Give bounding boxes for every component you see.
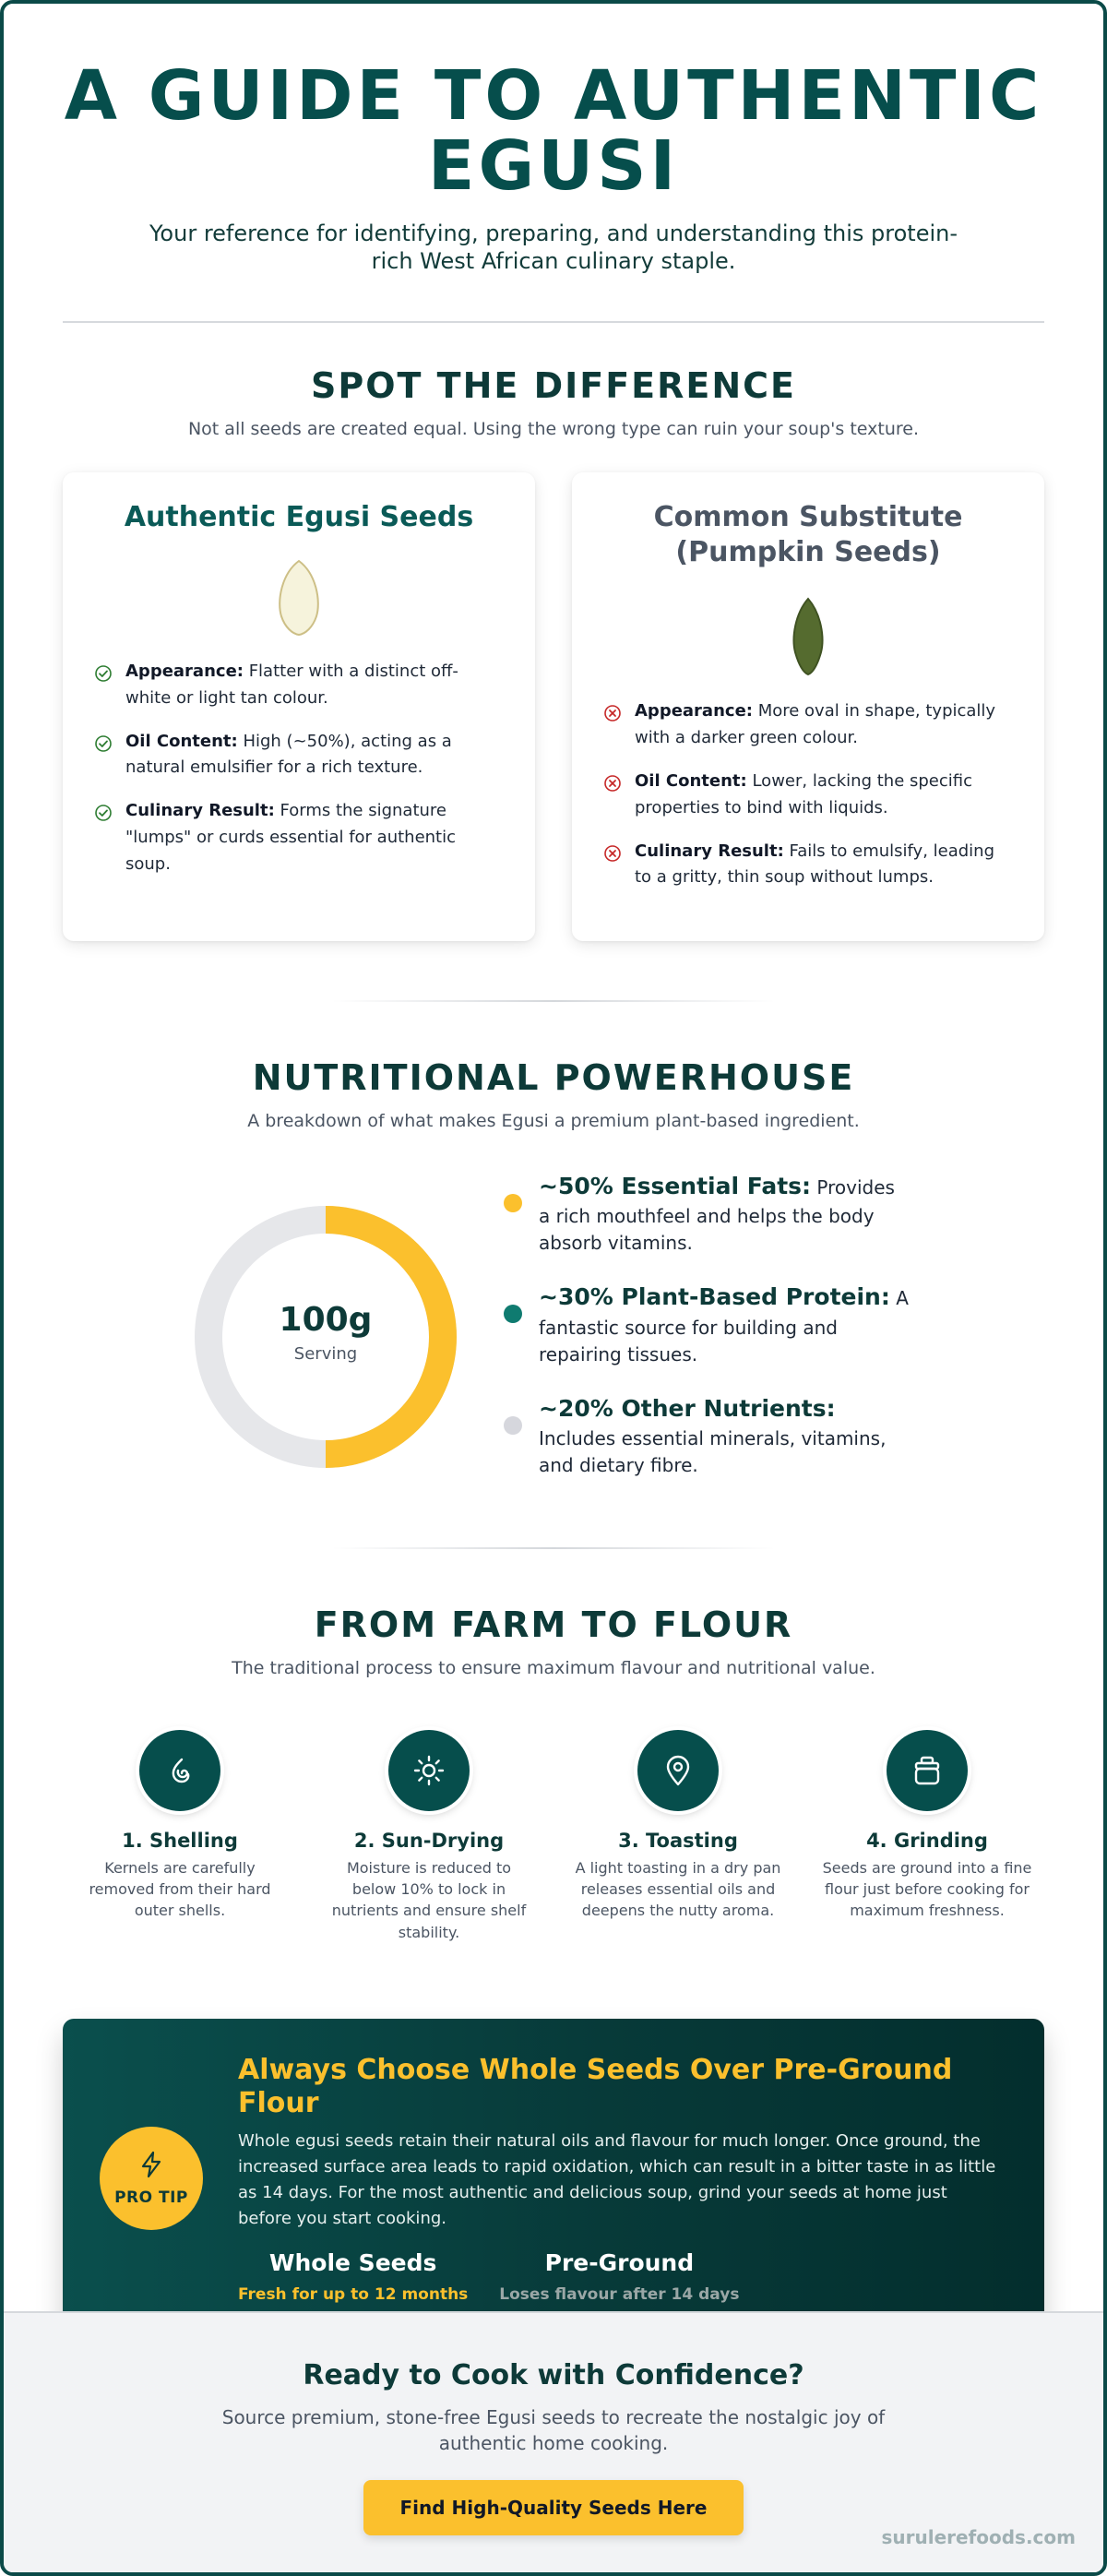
nutrition-body (4, 1170, 1103, 1503)
process-section (4, 1604, 1103, 1943)
check-circle-icon (94, 664, 114, 692)
find-seeds-button[interactable]: Find High-Quality Seeds Here (363, 2480, 744, 2535)
pro-tip-body (238, 2054, 1004, 2305)
legend-dot (504, 1305, 522, 1323)
legend-dot (504, 1194, 522, 1212)
legend-desc: A fantastic source for building and repairing tissues. (539, 1287, 909, 1366)
authentic-card (63, 472, 535, 941)
authentic-point (94, 729, 504, 782)
pre-ground-col (499, 2249, 739, 2304)
pumpkin-seed-icon (600, 597, 1017, 676)
legend-text (539, 1392, 910, 1479)
compare-cards (4, 472, 1103, 941)
step-title: 3. Toasting (618, 1829, 738, 1852)
nutrition-donut-chart (192, 1203, 459, 1471)
point-label: Culinary Result: (125, 801, 275, 821)
process-step (65, 1730, 295, 1943)
page-title: A GUIDE TO AUTHENTIC EGUSI (64, 56, 1043, 207)
nutrition-subtitle: A breakdown of what makes Egusi a premium plant-based ingredient. (247, 1111, 860, 1132)
step-desc: A light toasting in a dry pan releases essential oils and deepens the nutty aroma. (575, 1858, 781, 1920)
legend-item-other (504, 1392, 910, 1479)
pro-tip-text: Whole egusi seeds retain their natural oils and flavour for much longer. Once ground, the increased surface area leads to rapid oxidation, which can result in a bitter taste in as little as 14 days. For the most authentic and delicious soup, grind your seeds at home just before you start cooking. (238, 2130, 996, 2228)
substitute-point-body (635, 839, 1013, 892)
donut-center-label: Serving (293, 1343, 358, 1364)
process-steps (4, 1730, 1103, 1943)
point-text: Lower, lacking the specific properties to bind with liquids. (635, 771, 973, 817)
legend-text (539, 1281, 910, 1367)
step-desc: Moisture is reduced to below 10% to lock in nutrients and ensure shelf stability. (331, 1858, 527, 1941)
step-title: 1. Shelling (122, 1829, 238, 1852)
legend-dot (504, 1416, 522, 1435)
legend-text (539, 1170, 910, 1257)
pre-ground-note: Loses flavour after 14 days (499, 2285, 740, 2305)
legend-desc: Provides a rich mouthfeel and helps the body absorb vitamins. (539, 1176, 895, 1255)
step-desc: Seeds are ground into a fine flour just before cooking for maximum freshness. (822, 1858, 1032, 1920)
footer-text: Source premium, stone-free Egusi seeds to recreate the nostalgic joy of authentic home cooking. (221, 2406, 886, 2454)
point-text: Flatter with a distinct off-white or light tan colour. (125, 661, 458, 708)
section-divider (332, 1547, 775, 1549)
pro-tip-panel (63, 2019, 1044, 2340)
authentic-point (94, 659, 504, 712)
map-pin-icon (637, 1730, 719, 1811)
seed-shelling-icon (139, 1730, 220, 1811)
process-step (314, 1730, 544, 1943)
point-text: Fails to emulsify, leading to a gritty, thin soup without lumps. (635, 841, 995, 888)
nutrition-title: NUTRITIONAL POWERHOUSE (252, 1057, 855, 1099)
whole-seeds-title: Whole Seeds (268, 2249, 437, 2277)
point-label: Culinary Result: (635, 841, 784, 861)
point-label: Appearance: (635, 701, 753, 722)
header-divider (63, 321, 1044, 323)
pro-tip-label: PRO TIP (114, 2188, 188, 2207)
legend-desc: Includes essential minerals, vitamins, and dietary fibre. (539, 1426, 887, 1476)
process-subtitle: The traditional process to ensure maximum flavour and nutritional value. (232, 1657, 875, 1678)
point-text: Forms the signature "lumps" or curds essential for authentic soup. (125, 801, 457, 874)
legend-heading: ~30% Plant-Based Protein: (539, 1283, 890, 1311)
process-title: FROM FARM TO FLOUR (314, 1604, 793, 1645)
footer-title: Ready to Cook with Confidence? (303, 2359, 804, 2391)
compare-subtitle: Not all seeds are created equal. Using the wrong type can ruin your soup's texture. (187, 419, 920, 440)
donut-center-value: 100g (279, 1300, 373, 1339)
authentic-point (94, 798, 504, 877)
lightning-icon (137, 2150, 166, 2183)
compare-section (4, 365, 1103, 941)
check-circle-icon (94, 804, 114, 831)
point-label: Oil Content: (635, 771, 747, 792)
section-divider (332, 1000, 775, 1002)
footer-cta (4, 2311, 1103, 2572)
substitute-point (603, 769, 1013, 822)
x-circle-icon (603, 704, 624, 732)
substitute-point (603, 698, 1013, 752)
legend-item-protein (504, 1281, 910, 1367)
authentic-point-body (125, 659, 504, 712)
step-desc: Kernels are carefully removed from their hard outer shells. (89, 1858, 271, 1920)
process-step (812, 1730, 1042, 1943)
legend-heading: ~50% Essential Fats: (539, 1173, 812, 1200)
authentic-point-body (125, 729, 504, 782)
step-title: 2. Sun-Drying (353, 1829, 505, 1852)
substitute-card (572, 472, 1044, 941)
egusi-seed-icon (90, 559, 507, 637)
substitute-point-body (635, 698, 1013, 752)
step-title: 4. Grinding (866, 1829, 988, 1852)
pro-tip-compare (238, 2249, 1004, 2304)
x-circle-icon (603, 844, 624, 872)
compare-title: SPOT THE DIFFERENCE (310, 365, 796, 407)
whole-seeds-note: Fresh for up to 12 months (238, 2285, 469, 2305)
page-subtitle: Your reference for identifying, preparing, and understanding this protein-rich West African culinary staple. (149, 221, 958, 275)
page-header (4, 4, 1103, 275)
pro-tip-title: Always Choose Whole Seeds Over Pre-Ground Flour (238, 2053, 953, 2120)
process-step (563, 1730, 793, 1943)
pro-tip-badge (100, 2127, 203, 2230)
nutrition-legend (504, 1170, 910, 1503)
x-circle-icon (603, 774, 624, 802)
point-text: High (~50%), acting as a natural emulsifier for a rich texture. (125, 731, 452, 778)
substitute-point-body (635, 769, 1013, 822)
substitute-card-title: Common Substitute (Pumpkin Seeds) (653, 501, 963, 568)
legend-item-fats (504, 1170, 910, 1257)
check-circle-icon (94, 734, 114, 762)
grinder-jar-icon (887, 1730, 968, 1811)
whole-seeds-col (238, 2249, 468, 2304)
pre-ground-title: Pre-Ground (544, 2249, 695, 2277)
donut-center (192, 1301, 459, 1364)
point-text: More oval in shape, typically with a darker green colour. (635, 701, 996, 748)
substitute-point (603, 839, 1013, 892)
substitute-points (600, 698, 1017, 891)
authentic-point-body (125, 798, 504, 877)
site-url: surulerefoods.com (881, 2526, 1076, 2548)
point-label: Oil Content: (125, 731, 238, 751)
nutrition-section (4, 1057, 1103, 1503)
point-label: Appearance: (125, 661, 244, 681)
sun-icon (388, 1730, 470, 1811)
legend-heading: ~20% Other Nutrients: (539, 1394, 836, 1422)
authentic-points (90, 659, 507, 878)
authentic-card-title: Authentic Egusi Seeds (124, 501, 474, 534)
